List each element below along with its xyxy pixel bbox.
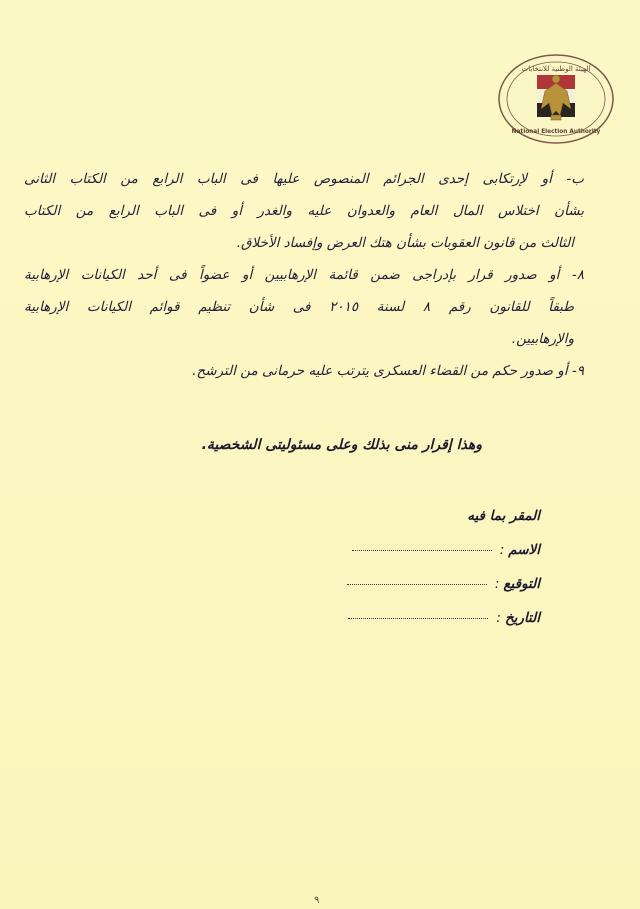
item-8-line-1: ٨- أو صدور قرار بإدراجى ضمن قائمة الإرهابيين أو عضواً فى أحد الكيانات الإرهابية — [24, 267, 584, 283]
paragraph-b-line-2: بشأن اختلاس المال العام والعدوان عليه والغدر أو فى الباب الرابع من الكتاب — [24, 203, 584, 219]
signature-label: التوقيع — [503, 576, 540, 592]
name-label: الاسم — [508, 542, 540, 558]
date-label: التاريخ — [504, 610, 540, 626]
page-number: ٩ — [314, 895, 320, 906]
item-8-line-3: والإرهابيين. — [511, 331, 574, 347]
date-field[interactable] — [348, 610, 540, 626]
item-8-line-2: طبقاً للقانون رقم ٨ لسنة ٢٠١٥ فى شأن تنظيم قوائم الكيانات الإرهابية — [24, 299, 574, 315]
signature-colon: : — [494, 576, 500, 592]
date-blank-line[interactable] — [348, 618, 488, 619]
signature-field[interactable] — [347, 576, 540, 592]
national-election-authority-seal — [497, 53, 615, 145]
paragraph-b-line-3: الثالث من قانون العقوبات بشأن هتك العرض وإفساد الأخلاق. — [236, 235, 574, 251]
signer-heading: المقر بما فيه — [467, 508, 540, 524]
name-colon: : — [499, 542, 505, 558]
declaration-statement: وهذا إقرار منى بذلك وعلى مسئوليتى الشخصية. — [201, 437, 482, 453]
signature-blank-line[interactable] — [347, 584, 487, 585]
date-colon: : — [496, 610, 501, 626]
item-9-line-1: ٩- أو صدور حكم من القضاء العسكرى يترتب عليه حرمانى من الترشح. — [192, 363, 584, 379]
name-blank-line[interactable] — [352, 550, 492, 551]
paragraph-b-line-1: ب- أو لإرتكابى إحدى الجرائم المنصوص عليها فى الباب الرابع من الكتاب الثانى — [24, 171, 584, 187]
name-field[interactable] — [352, 542, 540, 558]
seal-top-text: الهيئة الوطنية للانتخابات — [521, 65, 591, 73]
conditions-text — [24, 168, 584, 398]
seal-bottom-text: National Election Authority — [511, 129, 601, 135]
